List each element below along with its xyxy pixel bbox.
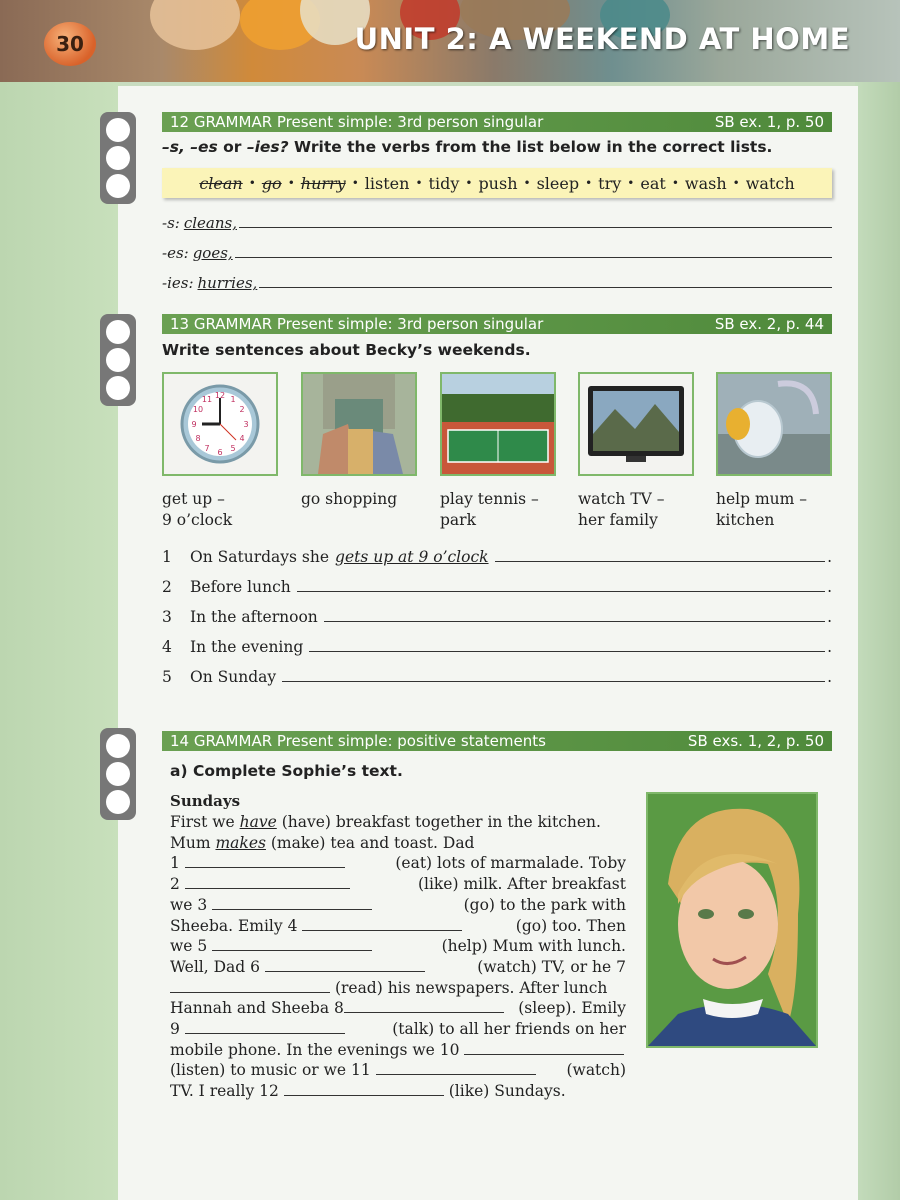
word: sleep (536, 173, 580, 193)
blank-1[interactable] (185, 854, 345, 868)
word-struck: hurry (300, 173, 346, 193)
blank-11[interactable] (376, 1061, 536, 1075)
text-line: 1 (eat) lots of marmalade. Toby (170, 854, 626, 873)
clock-numeral: 11 (201, 395, 213, 404)
answer-line-es[interactable]: -es: goes, (162, 240, 832, 262)
paragraph-title: Sundays (170, 792, 241, 810)
word: tidy (428, 173, 460, 193)
clock-numeral: 8 (195, 434, 201, 443)
sophie-portrait (646, 792, 818, 1048)
text-line: mobile phone. In the evenings we 10 (170, 1040, 626, 1061)
clock-numeral: 12 (214, 391, 226, 400)
kitchen-picture (716, 372, 832, 476)
word: try (598, 173, 622, 193)
text-line: Sheeba. Emily 4 (go) too. Then (170, 916, 626, 935)
word: eat (640, 173, 666, 193)
ex13-instruction: Write sentences about Becky’s weekends. (162, 341, 531, 359)
difficulty-dots-ex13 (100, 314, 136, 406)
ex13-ref: SB ex. 2, p. 44 (714, 315, 824, 333)
word-struck: go (261, 173, 282, 193)
page-number: 30 (44, 22, 96, 66)
text-line: First we have (have) breakfast together in the kitchen. (170, 813, 601, 831)
text-line: we 5 (help) Mum with lunch. (170, 937, 626, 956)
sentence-line-1[interactable]: 1 On Saturdays she gets up at 9 o’clock . (162, 548, 832, 566)
ex14-header (162, 731, 832, 751)
blank-9[interactable] (185, 1020, 345, 1034)
clock-picture (162, 372, 278, 476)
ex12-title: 12 GRAMMAR Present simple: 3rd person singular (170, 113, 544, 131)
tv-picture (578, 372, 694, 476)
text-line: Well, Dad 6 (watch) TV, or he 7 (170, 957, 626, 976)
ex14-ref: SB exs. 1, 2, p. 50 (687, 732, 824, 750)
difficulty-dots-ex12 (100, 112, 136, 204)
unit-title: UNIT 2: A WEEKEND AT HOME (354, 22, 850, 56)
text-line: Mum makes (make) tea and toast. Dad (170, 833, 475, 852)
sophie-text (170, 812, 626, 1102)
text-line: 2 (like) milk. After breakfast (170, 875, 626, 894)
answer-line-ies[interactable]: -ies: hurries, (162, 270, 832, 292)
ex14-title: 14 GRAMMAR Present simple: positive statements (170, 732, 546, 750)
text-line: 9 (talk) to all her friends on her (170, 1020, 626, 1039)
sentence-line-2[interactable]: 2 Before lunch . (162, 578, 832, 596)
text-line: TV. I really 12 (like) Sundays. (170, 1082, 566, 1101)
word: listen (364, 173, 410, 193)
caption-play-tennis: play tennis – park (440, 490, 539, 529)
ex14-subtitle: a) Complete Sophie’s text. (170, 762, 403, 780)
clock-numeral: 6 (217, 448, 223, 457)
ex12-header (162, 112, 832, 132)
ex12-ref: SB ex. 1, p. 50 (714, 113, 824, 131)
clock-numeral: 2 (239, 405, 245, 414)
right-margin (855, 82, 900, 1200)
ex13-header (162, 314, 832, 334)
blank-5[interactable] (212, 937, 372, 951)
blank-4[interactable] (302, 917, 462, 931)
text-line: (read) his newspapers. After lunch (170, 978, 626, 999)
shopping-picture (301, 372, 417, 476)
blank-7[interactable] (170, 979, 330, 993)
difficulty-dots-ex14 (100, 728, 136, 820)
blank-6[interactable] (265, 958, 425, 972)
clock-numeral: 4 (239, 434, 245, 443)
sentence-line-3[interactable]: 3 In the afternoon . (162, 608, 832, 626)
tennis-picture (440, 372, 556, 476)
clock-numeral: 7 (204, 444, 210, 453)
word: push (478, 173, 518, 193)
caption-watch-tv: watch TV – her family (578, 490, 665, 529)
sentence-line-5[interactable]: 5 On Sunday . (162, 668, 832, 686)
caption-help-mum: help mum – kitchen (716, 490, 808, 529)
blank-12[interactable] (284, 1082, 444, 1096)
text-line: Hannah and Sheeba 8 (sleep). Emily (170, 999, 626, 1018)
blank-3[interactable] (212, 896, 372, 910)
clock-numeral: 9 (191, 420, 197, 429)
ex12-instruction: –s, –es or –ies? Write the verbs from the list below in the correct lists. (162, 138, 773, 156)
clock-numeral: 3 (243, 420, 249, 429)
clock-numeral: 5 (230, 444, 236, 453)
answer-line-s[interactable]: -s: cleans, (162, 210, 832, 232)
sentence-line-4[interactable]: 4 In the evening . (162, 638, 832, 656)
caption-go-shopping: go shopping (301, 490, 398, 508)
blank-2[interactable] (185, 875, 350, 889)
blank-8[interactable] (344, 999, 504, 1013)
clock-numeral: 1 (230, 395, 236, 404)
clock-numeral: 10 (192, 405, 204, 414)
caption-get-up: get up – 9 o’clock (162, 490, 233, 529)
text-line: (listen) to music or we 11 (watch) (170, 1061, 626, 1080)
word: wash (684, 173, 727, 193)
left-margin (0, 82, 120, 1200)
word: watch (745, 173, 795, 193)
ex13-title: 13 GRAMMAR Present simple: 3rd person singular (170, 315, 544, 333)
word-struck: clean (199, 173, 243, 193)
word-list-box: clean • go • hurry • listen • tidy • push • sleep • try • eat • wash • watch (162, 168, 832, 198)
blank-10[interactable] (464, 1041, 624, 1055)
text-line: we 3 (go) to the park with (170, 895, 626, 914)
